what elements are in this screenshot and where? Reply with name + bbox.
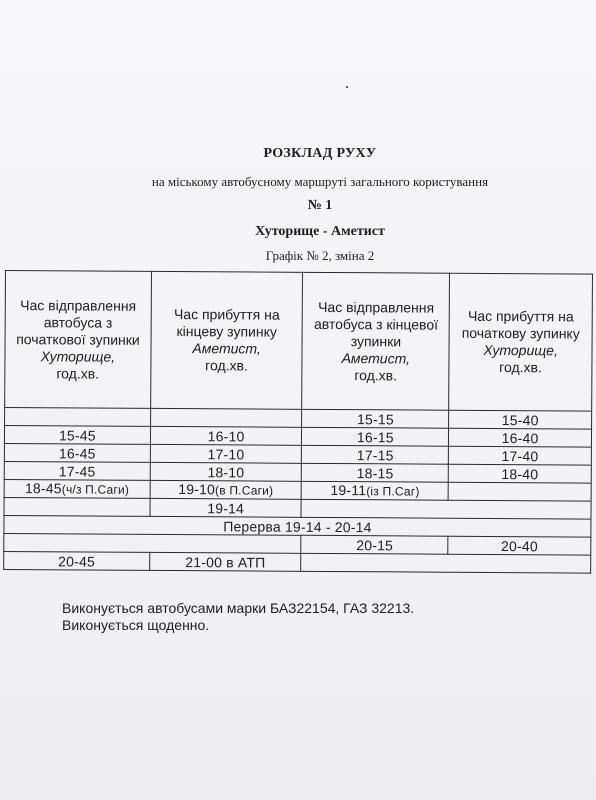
route-number: № 1	[307, 198, 333, 213]
header-stop-name: Аметист,	[341, 349, 411, 366]
table-cell	[4, 497, 150, 516]
header-stop-name: Хуторище,	[40, 347, 116, 365]
header-unit: год.хв.	[205, 357, 248, 374]
table-cell: 15-45	[4, 426, 150, 445]
column-header-departure-end	[302, 272, 450, 410]
table-cell: 17-45	[4, 461, 150, 480]
header-unit: год.хв.	[56, 364, 100, 382]
time-value: 18-45	[24, 480, 62, 497]
table-cell: 15-40	[449, 410, 592, 429]
table-cell	[301, 499, 591, 519]
paper-speck	[346, 86, 348, 88]
table-cell: 20-45	[4, 551, 150, 570]
table-cell: 17-15	[302, 445, 449, 464]
break-cell: Перерва 19-14 - 20-14	[4, 515, 591, 537]
table-cell: 17-40	[449, 446, 592, 465]
time-note: (в П.Саги)	[215, 483, 274, 498]
header-line: автобуса з	[43, 313, 113, 331]
table-cell: 19-14	[150, 498, 302, 517]
table-cell: 18-15	[302, 463, 449, 482]
header-line: Час відправлення	[20, 296, 137, 314]
header-line: початкової зупинки	[16, 330, 140, 348]
table-row	[4, 551, 591, 573]
table-cell	[448, 482, 591, 501]
table-cell: 20-40	[448, 536, 591, 555]
column-header-arrival-end	[150, 271, 303, 409]
header-stop-name: Хуторище,	[483, 341, 558, 359]
table-cell: 15-15	[302, 409, 449, 428]
table-cell: 18-40	[448, 464, 591, 483]
header-line: Час відправлення	[318, 298, 435, 316]
document-subtitle: на міському автобусному маршруті загального користування	[151, 174, 489, 189]
table-cell	[302, 481, 449, 500]
header-unit: год.хв.	[354, 366, 398, 383]
table-cell: 16-10	[150, 426, 302, 445]
table-cell: 16-45	[4, 443, 150, 462]
header-line: Час прибуття на	[467, 307, 574, 325]
table-cell: 16-15	[302, 427, 449, 446]
header-row	[5, 271, 593, 412]
time-note: (ч/з П.Саги)	[61, 482, 130, 497]
table-cell	[5, 408, 151, 427]
table-cell	[4, 479, 150, 498]
table-cell	[150, 408, 302, 427]
table-cell	[301, 553, 591, 573]
footer-note-daily: Виконується щоденно.	[62, 617, 210, 633]
table-cell: 18-10	[150, 462, 302, 481]
header-line: початкову зупинку	[461, 324, 580, 342]
header-line: Час прибуття на	[173, 306, 280, 323]
time-value: 19-11	[330, 481, 367, 499]
timetable	[3, 270, 593, 574]
table-cell	[4, 533, 302, 553]
document-title: РОЗКЛАД РУХУ	[263, 146, 377, 161]
header-line: зупинки	[350, 332, 402, 349]
route-name: Хуторище - Аметист	[255, 224, 385, 239]
header-stop-name: Аметист,	[192, 340, 261, 357]
column-header-arrival-start	[449, 273, 593, 411]
time-value: 19-10	[178, 481, 216, 498]
table-cell: 17-10	[150, 444, 302, 463]
header-unit: год.хв.	[499, 359, 542, 376]
table-cell: 21-00 в АТП	[149, 552, 301, 571]
table-cell	[150, 480, 302, 499]
schedule-label: Графік № 2, зміна 2	[265, 248, 375, 263]
header-line: автобуса з кінцевої	[313, 315, 439, 333]
footer-note-buses: Виконується автобусами марки БАЗ22154, ГАЗ 32213.	[62, 600, 415, 616]
table-cell: 16-40	[449, 428, 592, 447]
time-note: (із П.Саг)	[366, 484, 420, 499]
header-line: кінцеву зупинку	[176, 323, 277, 340]
column-header-departure-start	[5, 271, 152, 409]
table-cell: 20-15	[301, 535, 448, 554]
